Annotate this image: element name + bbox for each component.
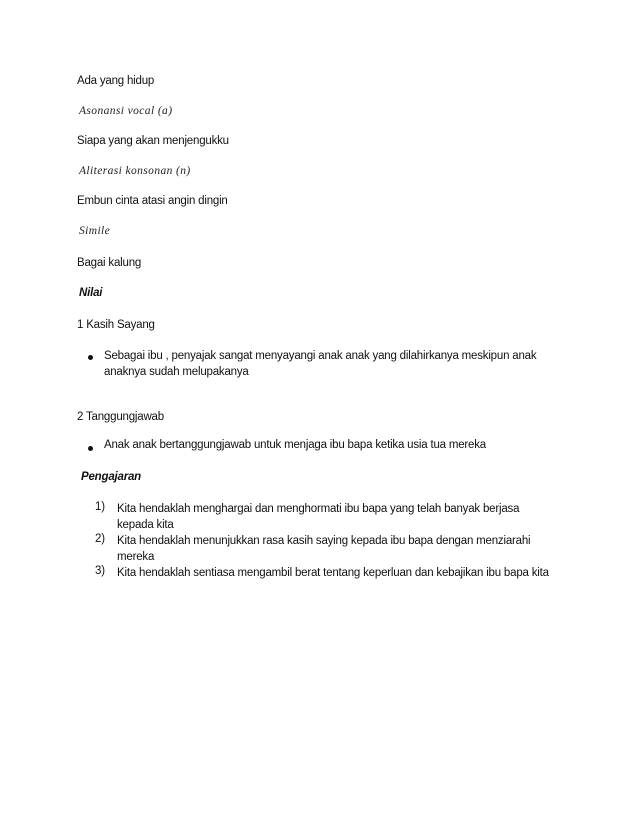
device-simile: Simile [79,225,111,237]
list-number-3: 3) [95,565,105,577]
heading-tanggungjawab: 2 Tanggungjawab [77,411,164,423]
poem-line-ada-yang-hidup: Ada yang hidup [77,75,155,87]
bullet-icon [88,446,93,451]
poem-line-bagai-kalung: Bagai kalung [77,257,142,269]
bullet-text-tanggungjawab: Anak anak bertanggungjawab untuk menjaga ibu bapa ketika usia tua mereka [104,439,486,451]
heading-pengajaran: Pengajaran [81,471,141,483]
device-aliterasi: Aliterasi konsonan (n) [79,165,191,177]
list-item-2: Kita hendaklah menunjukkan rasa kasih saying kepada ibu bapa dengan menziarahi mereka [117,535,531,563]
device-asonansi: Asonansi vocal (a) [79,105,173,117]
list-item-1: Kita hendaklah menghargai dan menghormati ibu bapa yang telah banyak berjasa kepada kita [117,503,520,531]
list-number-1: 1) [95,501,105,513]
list-number-2: 2) [95,533,105,545]
poem-line-siapa: Siapa yang akan menjengukku [77,135,229,147]
bullet-text-kasih-sayang: Sebagai ibu , penyajak sangat menyayangi anak anak yang dilahirkanya meskipun anak anaknya sudah melupakanya [104,350,537,378]
list-item-3: Kita hendaklah sentiasa mengambil berat tentang keperluan dan kebajikan ibu bapa kita [117,567,549,579]
heading-kasih-sayang: 1 Kasih Sayang [77,319,155,331]
poem-line-embun: Embun cinta atasi angin dingin [77,195,228,207]
heading-nilai: Nilai [79,287,103,299]
bullet-icon [88,355,93,360]
